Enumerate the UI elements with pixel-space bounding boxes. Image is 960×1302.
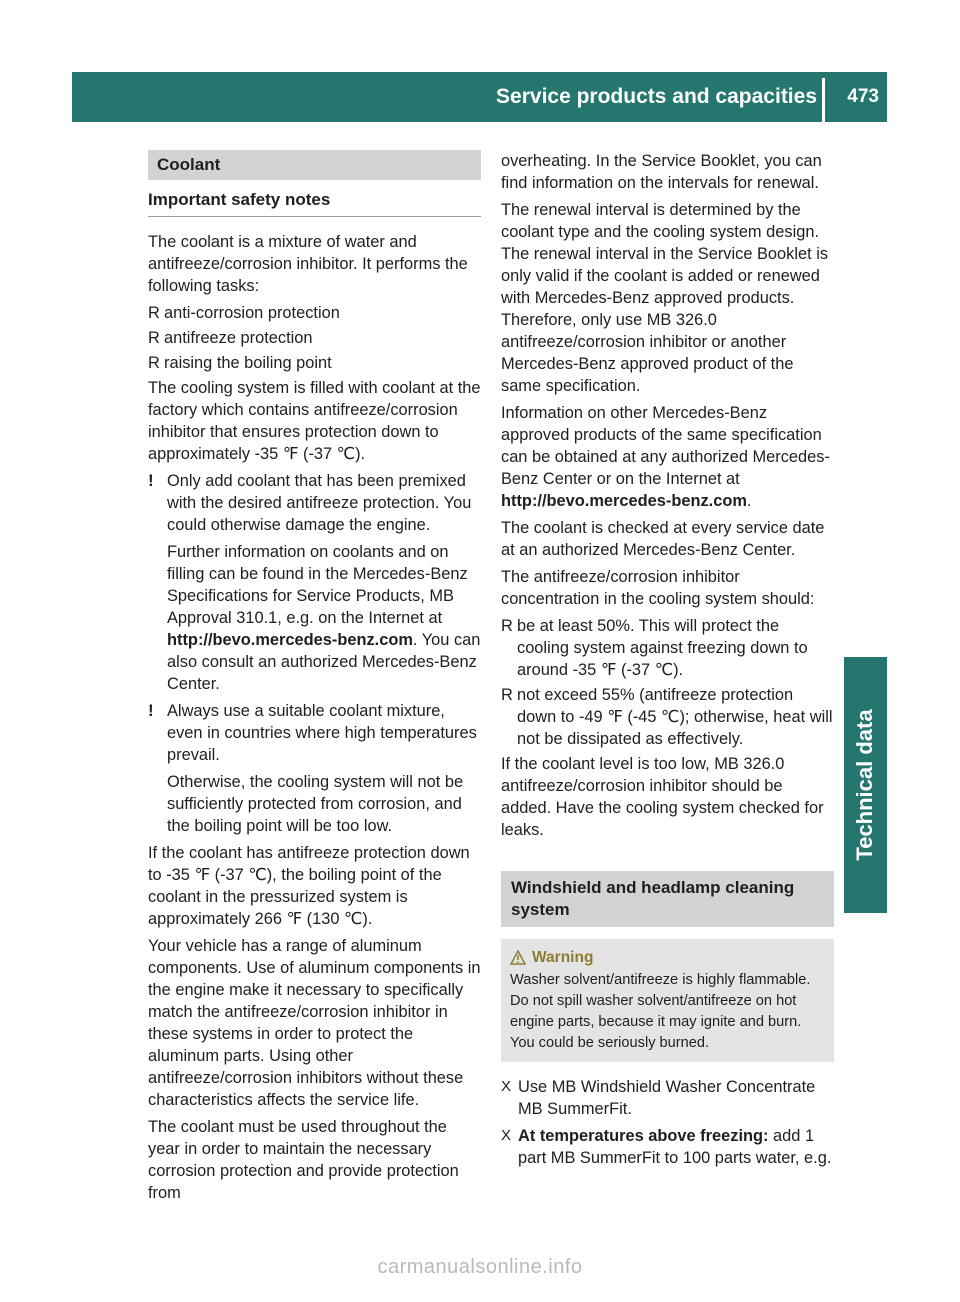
- subheading-safety-notes: Important safety notes: [148, 189, 481, 217]
- renewal-paragraph: The renewal interval is determined by the coolant type and the cooling system design. The renewal interval in the Service Booklet is only valid if the coolant is added or renewed with Mercedes-Benz approved products. Therefore, only use MB 326.0 antifreeze/corrosion inhibitor or another Mercedes-Benz approved product of the same specification.: [501, 201, 829, 395]
- list-item: R not exceed 55% (antifreeze protection down to -49 ℉ (-45 ℃); otherwise, heat will not be dissipated as effectively.: [501, 686, 833, 748]
- right-column: [501, 150, 834, 1174]
- bullet-icon: R: [501, 617, 513, 635]
- header-bar: [72, 72, 887, 122]
- low-level-paragraph: If the coolant level is too low, MB 326.0 antifreeze/corrosion inhibitor should be added. Have the cooling system checked for leaks.: [501, 755, 824, 839]
- info-paragraph: Information on other Mercedes-Benz approved products of the same specification can be obtained at any authorized Mercedes-Benz Center or on the Internet at http://bevo.mercedes-benz.com.: [501, 404, 830, 510]
- year-round-paragraph: The coolant must be used throughout the year in order to maintain the necessary corrosion protection and provide protection from: [148, 1118, 459, 1202]
- exclamation-icon: !: [148, 701, 154, 720]
- note-premixed: ! Only add coolant that has been premixed with the desired antifreeze protection. You could otherwise damage the engine.: [148, 471, 472, 534]
- warning-text: Washer solvent/antifreeze is highly flammable. Do not spill washer solvent/antifreeze on hot engine parts, because it may ignite and burn. You could be seriously burned.: [510, 972, 811, 1051]
- factory-paragraph: The cooling system is filled with coolant at the factory which contains antifreeze/corrosion inhibitor that ensures protection down to approximately -35 ℉ (-37 ℃).: [148, 379, 481, 463]
- site-watermark: carmanualsonline.info: [377, 1256, 583, 1278]
- left-column: [148, 150, 481, 1209]
- chapter-thumb-marker: [844, 870, 887, 913]
- section-title-windshield: Windshield and headlamp cleaning system: [501, 871, 834, 927]
- aluminum-paragraph: Your vehicle has a range of aluminum components. Use of aluminum components in the engine make it necessary to specifically match the antifreeze/corrosion inhibitor in these systems in order to protect the aluminum parts. Using other antifreeze/corrosion inhibitors without these characteristics affects the service life.: [148, 937, 481, 1109]
- header-divider: [822, 78, 825, 122]
- warning-box: [501, 939, 834, 1062]
- list-item: R antifreeze protection: [148, 329, 313, 347]
- bullet-icon: R: [148, 304, 160, 322]
- bullet-icon: R: [148, 354, 160, 372]
- bevo-link[interactable]: http://bevo.mercedes-benz.com: [167, 631, 413, 649]
- overheating-paragraph: overheating. In the Service Booklet, you can find information on the intervals for renewal.: [501, 152, 822, 192]
- exclamation-icon: !: [148, 471, 154, 490]
- list-item: R be at least 50%. This will protect the cooling system against freezing down to around -35 ℉ (-37 ℃).: [501, 617, 808, 679]
- action-step: X Use MB Windshield Washer Concentrate MB SummerFit.: [501, 1078, 816, 1118]
- bullet-icon: R: [501, 686, 513, 704]
- boiling-point-paragraph: If the coolant has antifreeze protection down to -35 ℉ (-37 ℃), the boiling point of the coolant in the pressurized system is approximately 266 ℉ (130 ℃).: [148, 844, 470, 928]
- section-title-coolant: Coolant: [148, 150, 481, 180]
- running-header-title: Service products and capacities: [496, 85, 817, 108]
- action-arrow-icon: X: [501, 1078, 512, 1095]
- bevo-link[interactable]: http://bevo.mercedes-benz.com: [501, 492, 747, 510]
- note-otherwise: Otherwise, the cooling system will not be sufficiently protected from corrosion, and the boiling point will be too low.: [167, 773, 464, 835]
- warning-heading: [510, 947, 825, 968]
- note-further-info: Further information on coolants and on filling can be found in the Mercedes-Benz Specifications for Service Products, MB Approval 310.1, e.g. on the Internet at http://bevo.mercedes-benz.com. You can also consult an authorized Mercedes-Benz Center.: [167, 543, 481, 693]
- chapter-tab-label: Technical data: [852, 709, 877, 861]
- page-number: 473: [847, 86, 879, 107]
- warning-triangle-icon: [510, 950, 526, 965]
- action-arrow-icon: X: [501, 1127, 512, 1144]
- checked-paragraph: The coolant is checked at every service date at an authorized Mercedes-Benz Center.: [501, 519, 825, 559]
- action-step: X At temperatures above freezing: add 1 part MB SummerFit to 100 parts water, e.g.: [501, 1127, 832, 1167]
- list-item: R anti-corrosion protection: [148, 304, 340, 322]
- concentration-paragraph: The antifreeze/corrosion inhibitor concentration in the cooling system should:: [501, 568, 815, 608]
- list-item: R raising the boiling point: [148, 354, 332, 372]
- bullet-icon: R: [148, 329, 160, 347]
- warning-label: Warning: [532, 949, 594, 966]
- note-suitable-mixture: ! Always use a suitable coolant mixture, even in countries where high temperatures prevail.: [148, 701, 477, 764]
- intro-paragraph: The coolant is a mixture of water and antifreeze/corrosion inhibitor. It performs the following tasks:: [148, 233, 468, 295]
